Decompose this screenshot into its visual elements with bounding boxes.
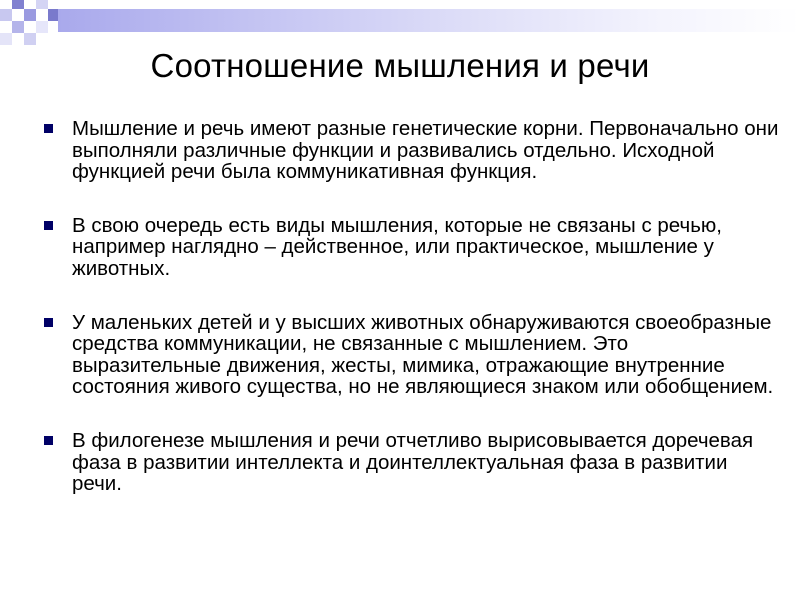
- deco-square: [12, 0, 24, 9]
- bullet-text: У маленьких детей и у высших животных обнаруживаются своеобразные средства коммуникации, не связанные с мышлением. Это выразительные движения, жесты, мимика, отражающие внутренние состояния живого существа, но не являющиеся знаком или обобщением.: [72, 310, 774, 399]
- bullet-text: Мышление и речь имеют разные генетические корни. Первоначально они выполняли различные функции и развивались отдельно. Исходной функцией речи была коммуникативная функция.: [72, 117, 779, 184]
- bullet-text: В филогенезе мышления и речи отчетливо вырисовывается доречевая фаза в развитии интеллекта и доинтеллектуальная фаза в развитии речи.: [72, 428, 754, 496]
- bullet-item: [40, 430, 780, 495]
- slide-title: Соотношение мышления и речи: [150, 47, 650, 84]
- square-bullet-icon: [44, 436, 53, 445]
- deco-square: [48, 9, 58, 21]
- bullet-text: В свою очередь есть виды мышления, которые не связаны с речью, например наглядно – действенное, или практическое, мышление у животных.: [72, 213, 722, 280]
- deco-square: [36, 0, 48, 9]
- bullet-list: [40, 118, 780, 527]
- header-gradient-bar: [58, 9, 800, 32]
- bullet-item: [40, 312, 780, 398]
- deco-square: [0, 9, 12, 21]
- bullet-item: [40, 215, 780, 280]
- square-bullet-icon: [44, 318, 53, 327]
- deco-square: [36, 21, 48, 33]
- square-bullet-icon: [44, 124, 53, 133]
- square-bullet-icon: [44, 221, 53, 230]
- bullet-item: [40, 118, 780, 183]
- deco-square: [24, 9, 36, 21]
- deco-square: [12, 21, 24, 33]
